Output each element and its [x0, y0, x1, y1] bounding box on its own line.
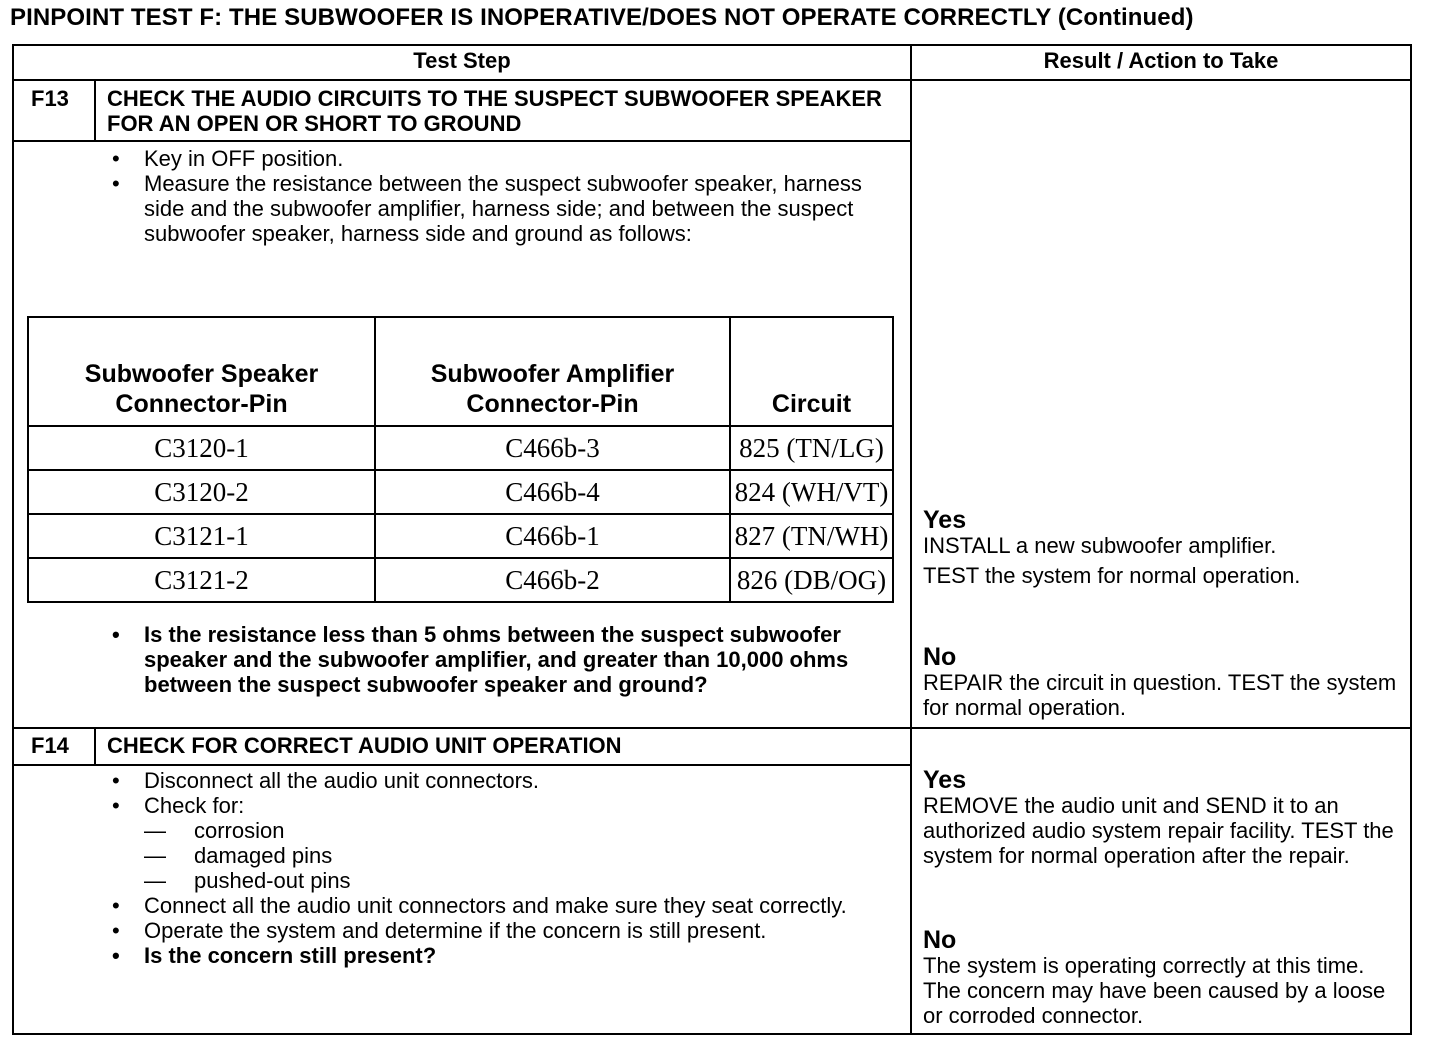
f13-bullet: • Key in OFF position.	[106, 146, 886, 171]
check-list	[144, 818, 896, 893]
f13-result-yes	[923, 508, 1403, 588]
step-title-f14: CHECK FOR CORRECT AUDIO UNIT OPERATION	[107, 733, 622, 758]
f13-result-no	[923, 645, 1403, 720]
table-row	[28, 470, 893, 514]
amplifier-pin: C466b-3	[375, 426, 730, 470]
f14-result-no	[923, 928, 1403, 1028]
f14-result-yes	[923, 768, 1403, 868]
circuit: 826 (DB/OG)	[730, 558, 893, 602]
step-id-f13: F13	[31, 86, 69, 111]
no-label: No	[923, 926, 957, 954]
no-action: The system is operating correctly at this time. The concern may have been caused by a loose or corroded connector.	[923, 953, 1386, 1028]
pin-table-header: Subwoofer Amplifier Connector-Pin	[375, 317, 730, 426]
amplifier-pin: C466b-2	[375, 558, 730, 602]
pin-table-header: Subwoofer Speaker Connector-Pin	[28, 317, 375, 426]
table-row	[28, 558, 893, 602]
table-row	[28, 426, 893, 470]
circuit: 825 (TN/LG)	[730, 426, 893, 470]
no-action: REPAIR the circuit in question. TEST the system for normal operation.	[923, 670, 1397, 720]
check-for-label: Check for:	[144, 793, 245, 818]
f14-bullet: • Disconnect all the audio unit connectors.	[106, 768, 896, 793]
header-result: Result / Action to Take	[1043, 48, 1279, 73]
step-title-f13: CHECK THE AUDIO CIRCUITS TO THE SUSPECT SUBWOOFER SPEAKER FOR AN OPEN OR SHORT TO GROUND	[107, 86, 882, 136]
f14-question: • Is the concern still present?	[106, 943, 896, 968]
yes-label: Yes	[923, 766, 967, 794]
page-title: PINPOINT TEST F: THE SUBWOOFER IS INOPERATIVE/DOES NOT OPERATE CORRECTLY (Continued)	[10, 4, 1194, 31]
check-item: — pushed-out pins	[144, 868, 896, 893]
f14-title-divider	[12, 764, 910, 766]
table-row	[28, 514, 893, 558]
f13-question: • Is the resistance less than 5 ohms between the suspect subwoofer speaker and the subwoofer amplifier, and greater than 10,000 ohms between the suspect subwoofer speaker and ground?	[106, 622, 896, 697]
f14-bullet: • Operate the system and determine if the concern is still present.	[106, 918, 896, 943]
f14-id-divider	[94, 727, 96, 765]
f13-instructions	[106, 146, 886, 246]
pin-table	[27, 316, 894, 603]
header-test-step: Test Step	[413, 48, 511, 73]
yes-label: Yes	[923, 506, 967, 534]
no-label: No	[923, 643, 957, 671]
f13-id-divider	[94, 79, 96, 141]
speaker-pin: C3121-1	[28, 514, 375, 558]
column-divider	[910, 44, 912, 1035]
yes-action: REMOVE the audio unit and SEND it to an authorized audio system repair facility. TEST the system for normal operation after the repair.	[923, 793, 1394, 868]
f13-question-list	[106, 622, 896, 697]
f14-bullet	[106, 793, 896, 893]
amplifier-pin: C466b-4	[375, 470, 730, 514]
f13-title-divider	[12, 140, 910, 142]
circuit: 827 (TN/WH)	[730, 514, 893, 558]
pin-table-header: Circuit	[730, 317, 893, 426]
speaker-pin: C3121-2	[28, 558, 375, 602]
speaker-pin: C3120-1	[28, 426, 375, 470]
f14-instructions	[106, 768, 896, 968]
check-item: — corrosion	[144, 818, 896, 843]
f13-bullet: • Measure the resistance between the suspect subwoofer speaker, harness side and the subwoofer amplifier, harness side; and between the suspect subwoofer speaker, harness side and ground as follows:	[106, 171, 886, 246]
yes-action-line: TEST the system for normal operation.	[923, 563, 1301, 588]
amplifier-pin: C466b-1	[375, 514, 730, 558]
step-divider	[12, 727, 1412, 729]
f14-bullet: • Connect all the audio unit connectors and make sure they seat correctly.	[106, 893, 896, 918]
step-id-f14: F14	[31, 733, 69, 758]
header-divider	[12, 79, 1412, 81]
speaker-pin: C3120-2	[28, 470, 375, 514]
circuit: 824 (WH/VT)	[730, 470, 893, 514]
check-item: — damaged pins	[144, 843, 896, 868]
yes-action-line: INSTALL a new subwoofer amplifier.	[923, 533, 1277, 558]
